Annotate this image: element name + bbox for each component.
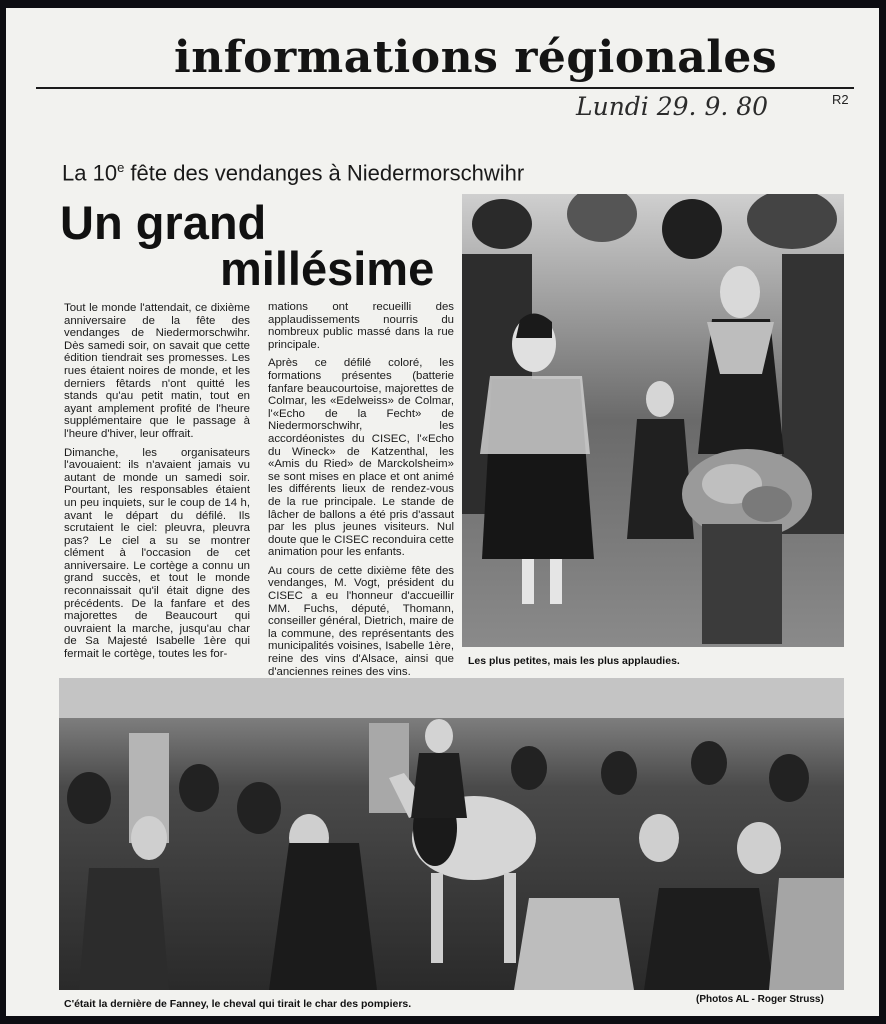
column2-paragraph: Au cours de cette dixième fête des vendanges, M. Vogt, président du CISEC a eu l'honneur d'accueillir MM. Fuchs, député, Thomann, conseiller général, Dietrich, maire de la commune, des représentants des municipalités voisines, Isabelle 1ère, reine des vins d'Alsace, ainsi que d'anciennes reines des vins.	[268, 564, 454, 678]
masthead-rule	[36, 87, 854, 89]
column1-paragraph: Tout le monde l'attendait, ce dixième anniversaire de la fête des vendanges de Niedermorschwihr. Dès samedi soir, on savait que cette édition tiendrait ses promesses. Les rues étaient noires de monde, et les derniers fêtards n'ont quitté les stands qu'au petit matin, tout en ayant amplement profité de l'heure supplémentaire que le passage à l'heure d'hiver, leur offrait.	[64, 302, 250, 440]
article-column-1	[64, 302, 250, 667]
section-masthead: informations régionales	[174, 32, 778, 83]
newspaper-clipping	[6, 8, 879, 1016]
kicker-post: fête des vendanges à Niedermorschwihr	[124, 160, 525, 186]
photo-horse-parade	[59, 678, 844, 990]
column2-paragraph: Après ce défilé coloré, les formations présentes (batterie fanfare beaucourtoise, majorettes de Colmar, les «Edelweiss» de Colmar, l'«Echo de la Fecht» de Niedermorschwihr, les accordéonistes du CISEC, l'«Echo du Wineck» de Katzenthal, les «Amis du Ried» de Marckolsheim» se sont mises en place et ont animé les différents lieux de rendez-vous de la rue principale. Le stande de lâcher de ballons a été pris d'assaut par les plus jeunes visiteurs. Nul doute que le CISEC reconduira cette animation pour les enfants.	[268, 357, 454, 559]
photo-caption-children: Les plus petites, mais les plus applaudies.	[468, 655, 680, 667]
article-kicker	[62, 160, 524, 186]
photo-children-costumes	[462, 194, 844, 647]
kicker-pre: La 10	[62, 160, 118, 186]
photo-credit: (Photos AL - Roger Struss)	[696, 994, 824, 1005]
headline-line-1: Un grand	[60, 196, 267, 249]
photo-horse-illustration	[59, 678, 844, 990]
column2-paragraph: mations ont recueilli des applaudissements nourris du nombreux public massé dans la rue principale.	[268, 301, 454, 351]
photo-children-illustration	[462, 194, 844, 647]
column1-paragraph: Dimanche, les organisateurs l'avouaient: ils n'avaient jamais vu autant de monde un samedi soir. Pourtant, les responsables étaient un peu inquiets, sur le coup de 14 h, avant le départ du défilé. Ils scrutaient le ciel: pleuvra, pleuvra pas? Le ciel a su se montrer clément à l'occasion de cet anniversaire. Le cortège a connu un grand succès, et tout le monde reconnaissait qu'il était digne des précédents. De la fanfare et des majorettes de Beaucourt qui ouvraient la marche, jusqu'au char de Sa Majesté Isabelle 1ère qui fermait le cortège, toutes les for-	[64, 446, 250, 661]
article-column-2	[268, 301, 454, 684]
page-reference: R2	[832, 92, 849, 107]
headline-line-2: millésime	[220, 242, 435, 295]
kicker-superscript: e	[117, 160, 125, 175]
photo-caption-horse: C'était la dernière de Fanney, le cheval qui tirait le char des pompiers.	[64, 998, 412, 1010]
handwritten-date: Lundi 29. 9. 80	[576, 92, 769, 121]
